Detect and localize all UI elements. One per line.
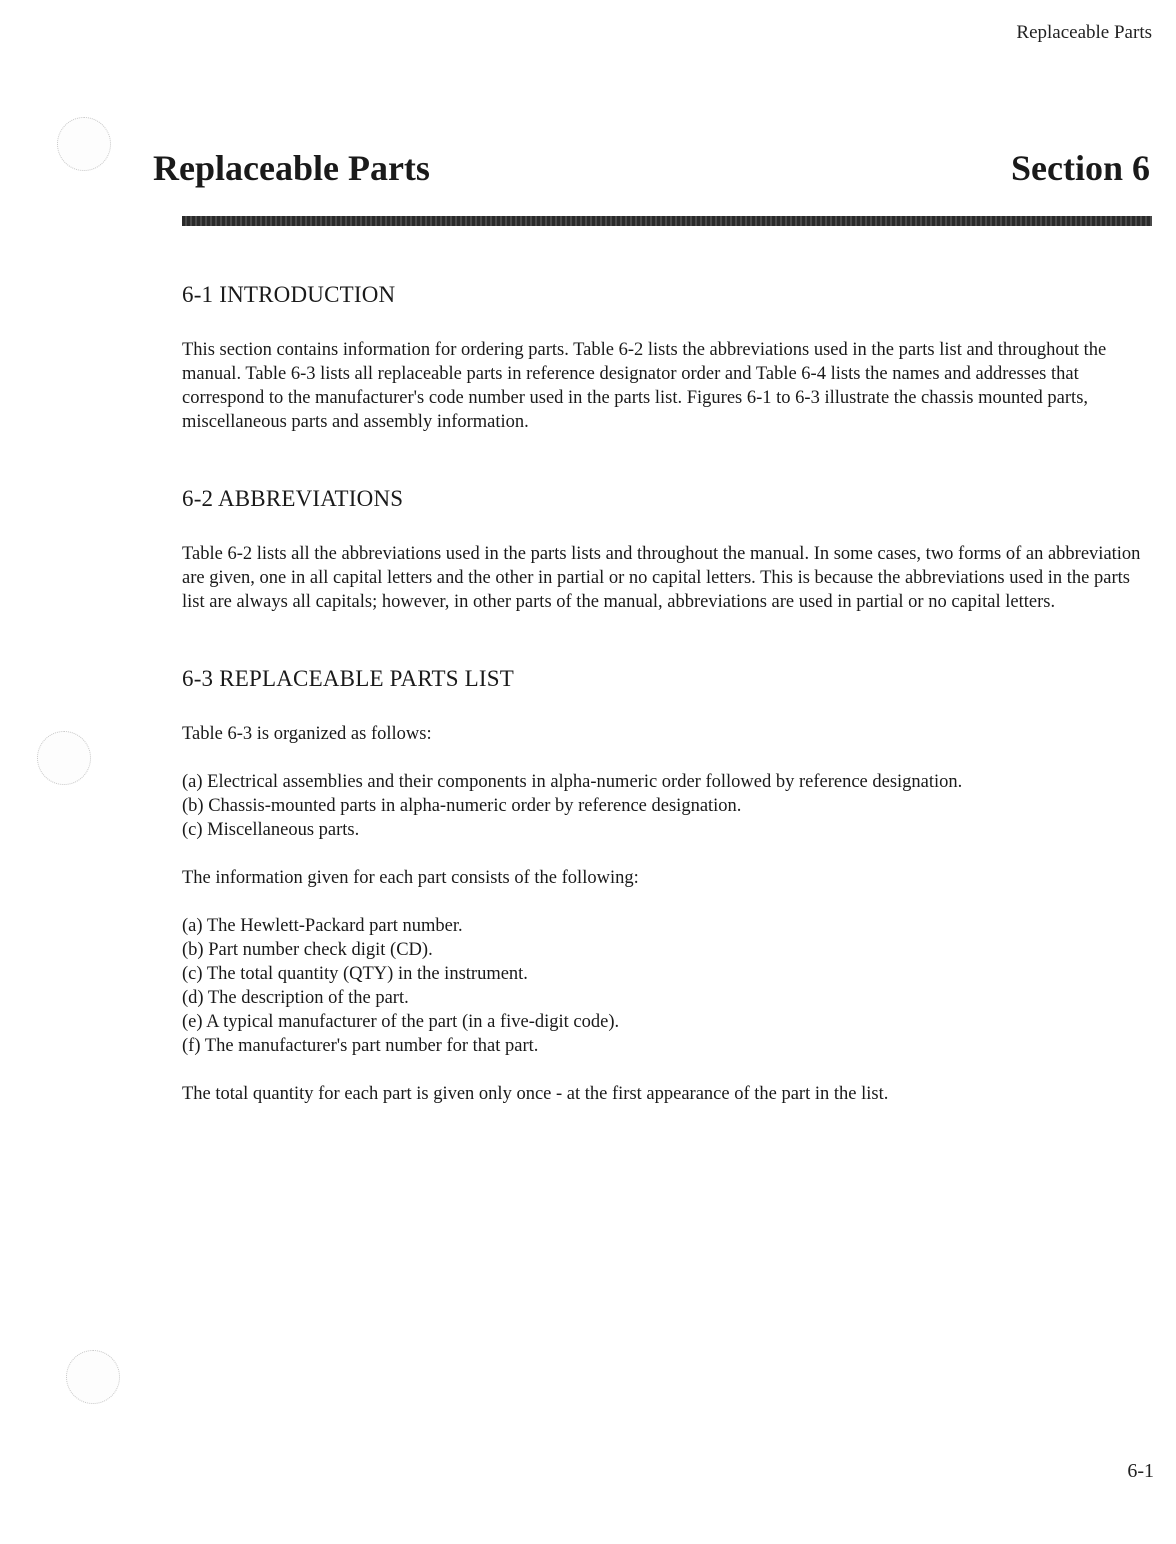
- punch-hole-middle: [37, 731, 91, 785]
- organization-intro: Table 6-3 is organized as follows:: [182, 724, 432, 744]
- info-list: [182, 914, 1142, 1058]
- info-intro: The information given for each part consists of the following:: [182, 868, 639, 888]
- section-replaceable-parts-list: [182, 666, 1142, 1106]
- section-heading: 6-3 REPLACEABLE PARTS LIST: [182, 666, 515, 691]
- list-item: (e) A typical manufacturer of the part (in a five-digit code).: [182, 1012, 620, 1032]
- section-heading: 6-2 ABBREVIATIONS: [182, 486, 404, 511]
- section-introduction: [182, 282, 1142, 434]
- page-number: 6-1: [1127, 1460, 1154, 1482]
- title-rule: [182, 216, 1152, 226]
- chapter-title: Replaceable Parts: [153, 148, 430, 188]
- section-heading: 6-1 INTRODUCTION: [182, 282, 396, 307]
- punch-hole-bottom: [66, 1350, 120, 1404]
- running-header: Replaceable Parts: [1016, 22, 1152, 43]
- section-body: This section contains information for ordering parts. Table 6-2 lists the abbreviations used in the parts list and throughout the manual. Table 6-3 lists all replaceable parts in reference designator order and Table 6-4 lists the names and addresses that correspond to the manufacturer's code number used in the parts list. Figures 6-1 to 6-3 illustrate the chassis mounted parts, miscellaneous parts and assembly information.: [182, 340, 1107, 432]
- list-item: (b) Part number check digit (CD).: [182, 940, 433, 960]
- page-content: [182, 282, 1142, 1158]
- list-item: (d) The description of the part.: [182, 988, 409, 1008]
- list-item: (b) Chassis-mounted parts in alpha-numeric order by reference designation.: [182, 796, 742, 816]
- list-item: (a) The Hewlett-Packard part number.: [182, 916, 463, 936]
- section-abbreviations: [182, 486, 1142, 614]
- list-item: (c) Miscellaneous parts.: [182, 820, 360, 840]
- list-item: (a) Electrical assemblies and their components in alpha-numeric order followed by reference designation.: [182, 772, 963, 792]
- punch-hole-top: [57, 117, 111, 171]
- section-label: Section 6: [1011, 148, 1150, 188]
- section-body: Table 6-2 lists all the abbreviations used in the parts lists and throughout the manual. In some cases, two forms of an abbreviation are given, one in all capital letters and the other in partial or no capital letters. This is because the abbreviations used in the parts list are always all capitals; however, in other parts of the manual, abbreviations are used in partial or no capital letters.: [182, 544, 1141, 612]
- list-item: (c) The total quantity (QTY) in the instrument.: [182, 964, 528, 984]
- list-item: (f) The manufacturer's part number for that part.: [182, 1036, 539, 1056]
- closing-note: The total quantity for each part is given only once - at the first appearance of the part in the list.: [182, 1084, 889, 1104]
- organization-list: [182, 770, 1142, 842]
